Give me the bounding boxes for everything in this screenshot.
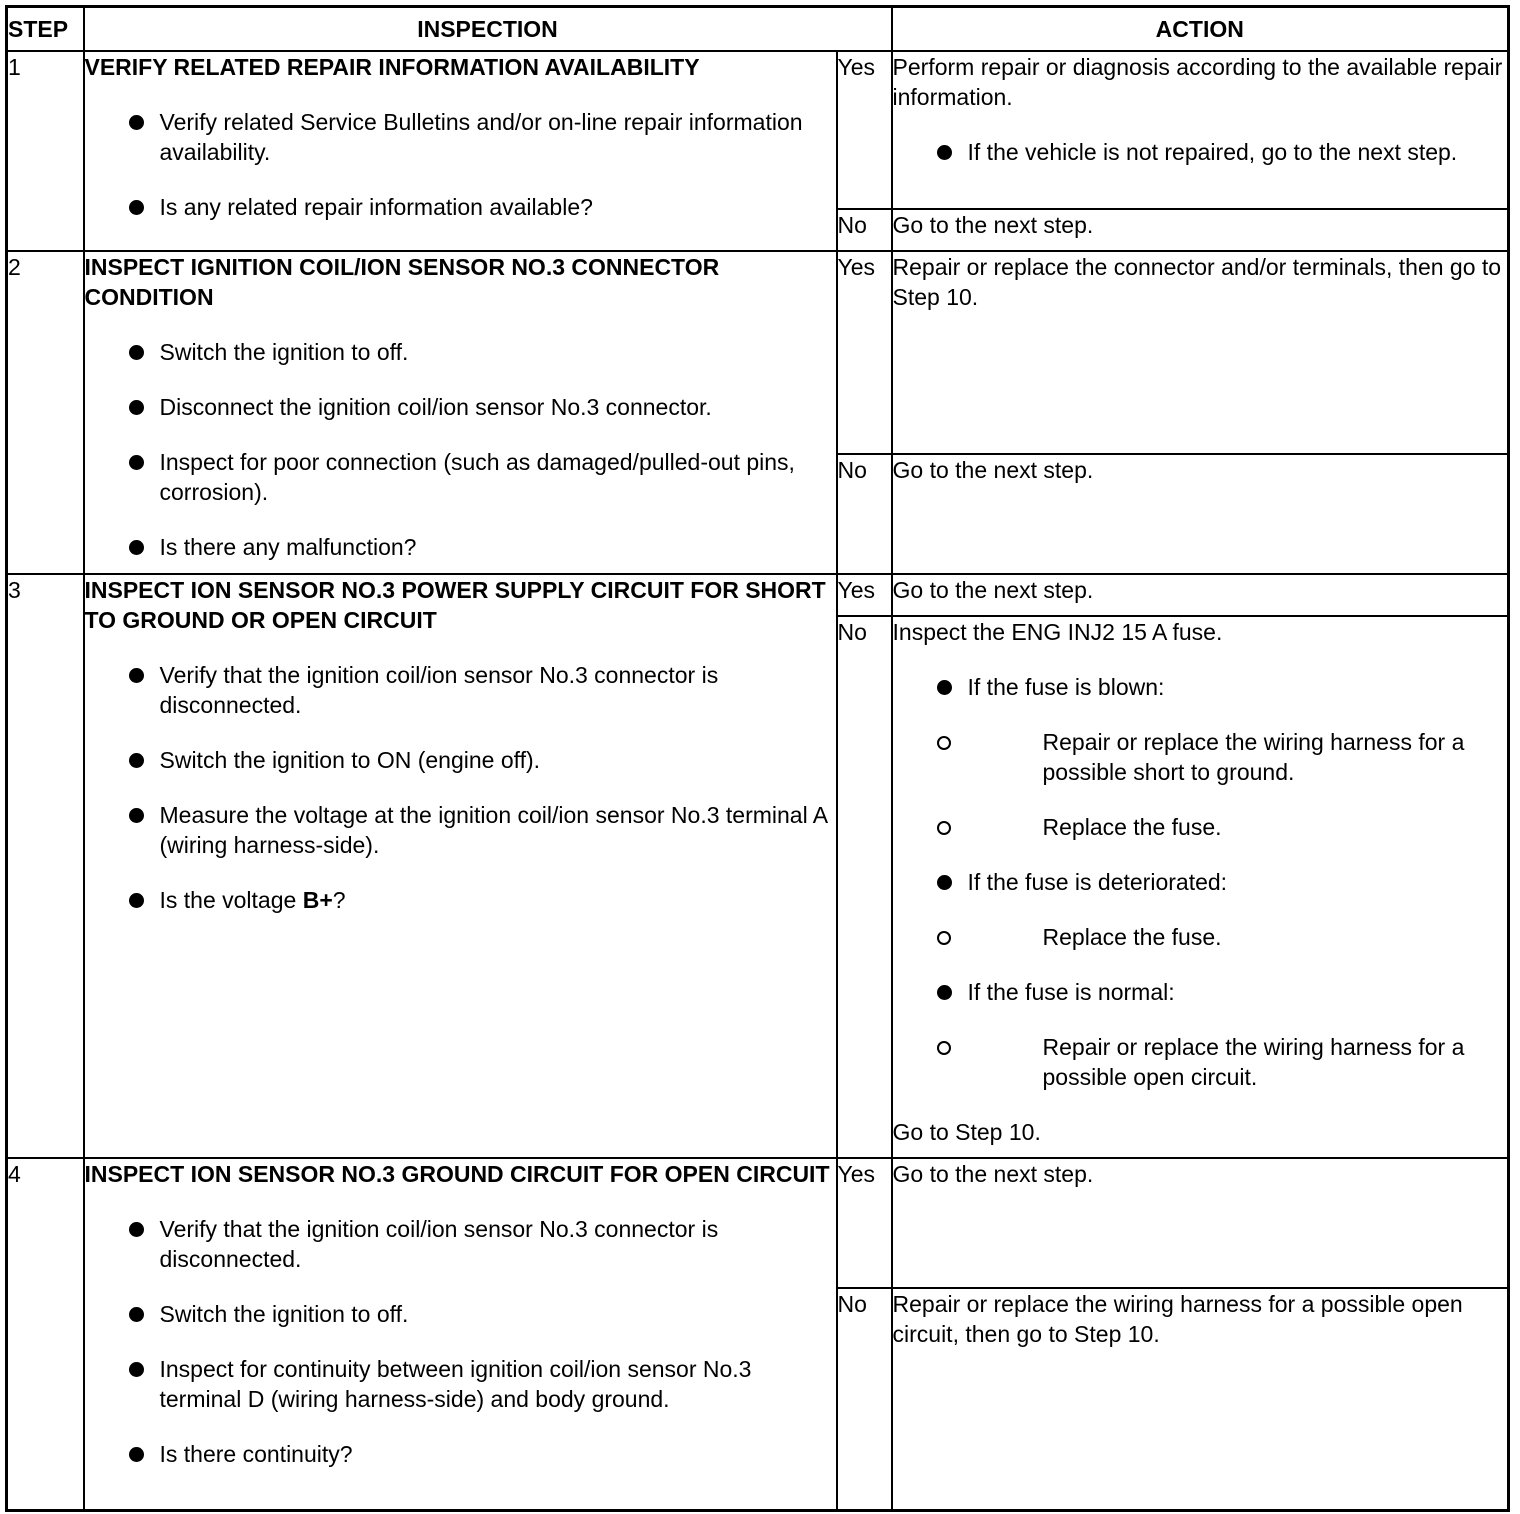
step-title: INSPECT ION SENSOR NO.3 GROUND CIRCUIT FOR OPEN CIRCUIT [84, 1161, 830, 1187]
step-title: VERIFY RELATED REPAIR INFORMATION AVAILABILITY [84, 54, 700, 80]
step-number: 3 [7, 574, 84, 1158]
no-label: No [837, 209, 892, 251]
list-item: Is there continuity? [85, 1439, 836, 1469]
list-item [893, 727, 1508, 787]
inspection-bullets [85, 660, 836, 915]
condition-text: If the fuse is normal: [967, 979, 1175, 1005]
list-item: Inspect for continuity between ignition coil/ion sensor No.3 terminal D (wiring harness-side) and body ground. [85, 1354, 836, 1414]
list-item: Switch the ignition to ON (engine off). [85, 745, 836, 775]
yes-label: Yes [837, 1158, 892, 1288]
list-item: Verify that the ignition coil/ion sensor No.3 connector is disconnected. [85, 1214, 836, 1274]
bullet-prefix: Is the voltage [159, 887, 303, 913]
step-number: 2 [7, 251, 84, 574]
list-item: Switch the ignition to off. [85, 337, 836, 367]
list-item: Verify related Service Bulletins and/or on-line repair information availability. [85, 107, 836, 167]
list-item: Inspect for poor connection (such as damaged/pulled-out pins, corrosion). [85, 447, 836, 507]
step-4-yes-row [7, 1158, 1509, 1288]
list-item: If the vehicle is not repaired, go to the next step. [893, 137, 1508, 167]
yes-label: Yes [837, 51, 892, 209]
yes-label: Yes [837, 574, 892, 616]
condition-text: If the fuse is deteriorated: [967, 869, 1228, 895]
list-item: Switch the ignition to off. [85, 1299, 836, 1329]
inspection-bullets [85, 1214, 836, 1469]
list-item [893, 672, 1508, 842]
sub-item-text: Replace the fuse. [1042, 814, 1222, 840]
yes-action [892, 51, 1509, 209]
step-4-inspection [84, 1158, 837, 1510]
list-item [893, 812, 1508, 842]
bullet-suffix: ? [332, 887, 346, 913]
yes-action: Repair or replace the connector and/or terminals, then go to Step 10. [892, 251, 1509, 454]
sub-bullets [893, 922, 1508, 952]
step-number: 1 [7, 51, 84, 251]
condition-text: If the fuse is blown: [967, 674, 1165, 700]
step-number: 4 [7, 1158, 84, 1510]
sub-item-text: Repair or replace the wiring harness for a possible open circuit. [1042, 1034, 1465, 1090]
action-column-header: ACTION [892, 7, 1509, 52]
no-action: Go to the next step. [892, 454, 1509, 574]
list-item [85, 885, 836, 915]
bullet-bold: B+ [302, 887, 333, 913]
step-column-header: STEP [7, 7, 84, 52]
no-label: No [837, 1288, 892, 1510]
sub-bullets [893, 727, 1508, 842]
yes-action: Go to the next step. [892, 574, 1509, 616]
no-action: Repair or replace the wiring harness for a possible open circuit, then go to Step 10. [892, 1288, 1509, 1510]
step-title: INSPECT ION SENSOR NO.3 POWER SUPPLY CIRCUIT FOR SHORT TO GROUND OR OPEN CIRCUIT [84, 577, 826, 633]
action-text: Go to Step 10. [892, 1119, 1041, 1145]
sub-item-text: Replace the fuse. [1042, 924, 1222, 950]
list-item: Is any related repair information available? [85, 192, 836, 222]
list-item [893, 977, 1508, 1092]
sub-bullets [893, 1032, 1508, 1092]
no-action [892, 616, 1509, 1158]
list-item: Verify that the ignition coil/ion sensor No.3 connector is disconnected. [85, 660, 836, 720]
step-2-inspection [84, 251, 837, 574]
action-text: Perform repair or diagnosis according to the available repair information. [892, 54, 1503, 110]
no-action: Go to the next step. [892, 209, 1509, 251]
list-item: Measure the voltage at the ignition coil/ion sensor No.3 terminal A (wiring harness-side). [85, 800, 836, 860]
step-1-yes-row [7, 51, 1509, 209]
list-item [893, 922, 1508, 952]
list-item [893, 867, 1508, 952]
step-title: INSPECT IGNITION COIL/ION SENSOR NO.3 CONNECTOR CONDITION [84, 254, 720, 310]
step-3-yes-row [7, 574, 1509, 616]
header-row [7, 7, 1509, 52]
step-2-yes-row [7, 251, 1509, 454]
no-label: No [837, 454, 892, 574]
action-bullets [893, 672, 1508, 1092]
list-item: Disconnect the ignition coil/ion sensor No.3 connector. [85, 392, 836, 422]
list-item [893, 1032, 1508, 1092]
yes-label: Yes [837, 251, 892, 454]
inspection-bullets [85, 107, 836, 222]
yes-action: Go to the next step. [892, 1158, 1509, 1288]
step-1-inspection [84, 51, 837, 251]
inspection-bullets [85, 337, 836, 562]
inspection-column-header: INSPECTION [84, 7, 892, 52]
action-bullets [893, 137, 1508, 167]
no-label: No [837, 616, 892, 1158]
step-3-inspection [84, 574, 837, 1158]
diagnostic-procedure-table [5, 5, 1510, 1512]
list-item: Is there any malfunction? [85, 532, 836, 562]
action-text: Inspect the ENG INJ2 15 A fuse. [892, 619, 1223, 645]
sub-item-text: Repair or replace the wiring harness for a possible short to ground. [1042, 729, 1465, 785]
